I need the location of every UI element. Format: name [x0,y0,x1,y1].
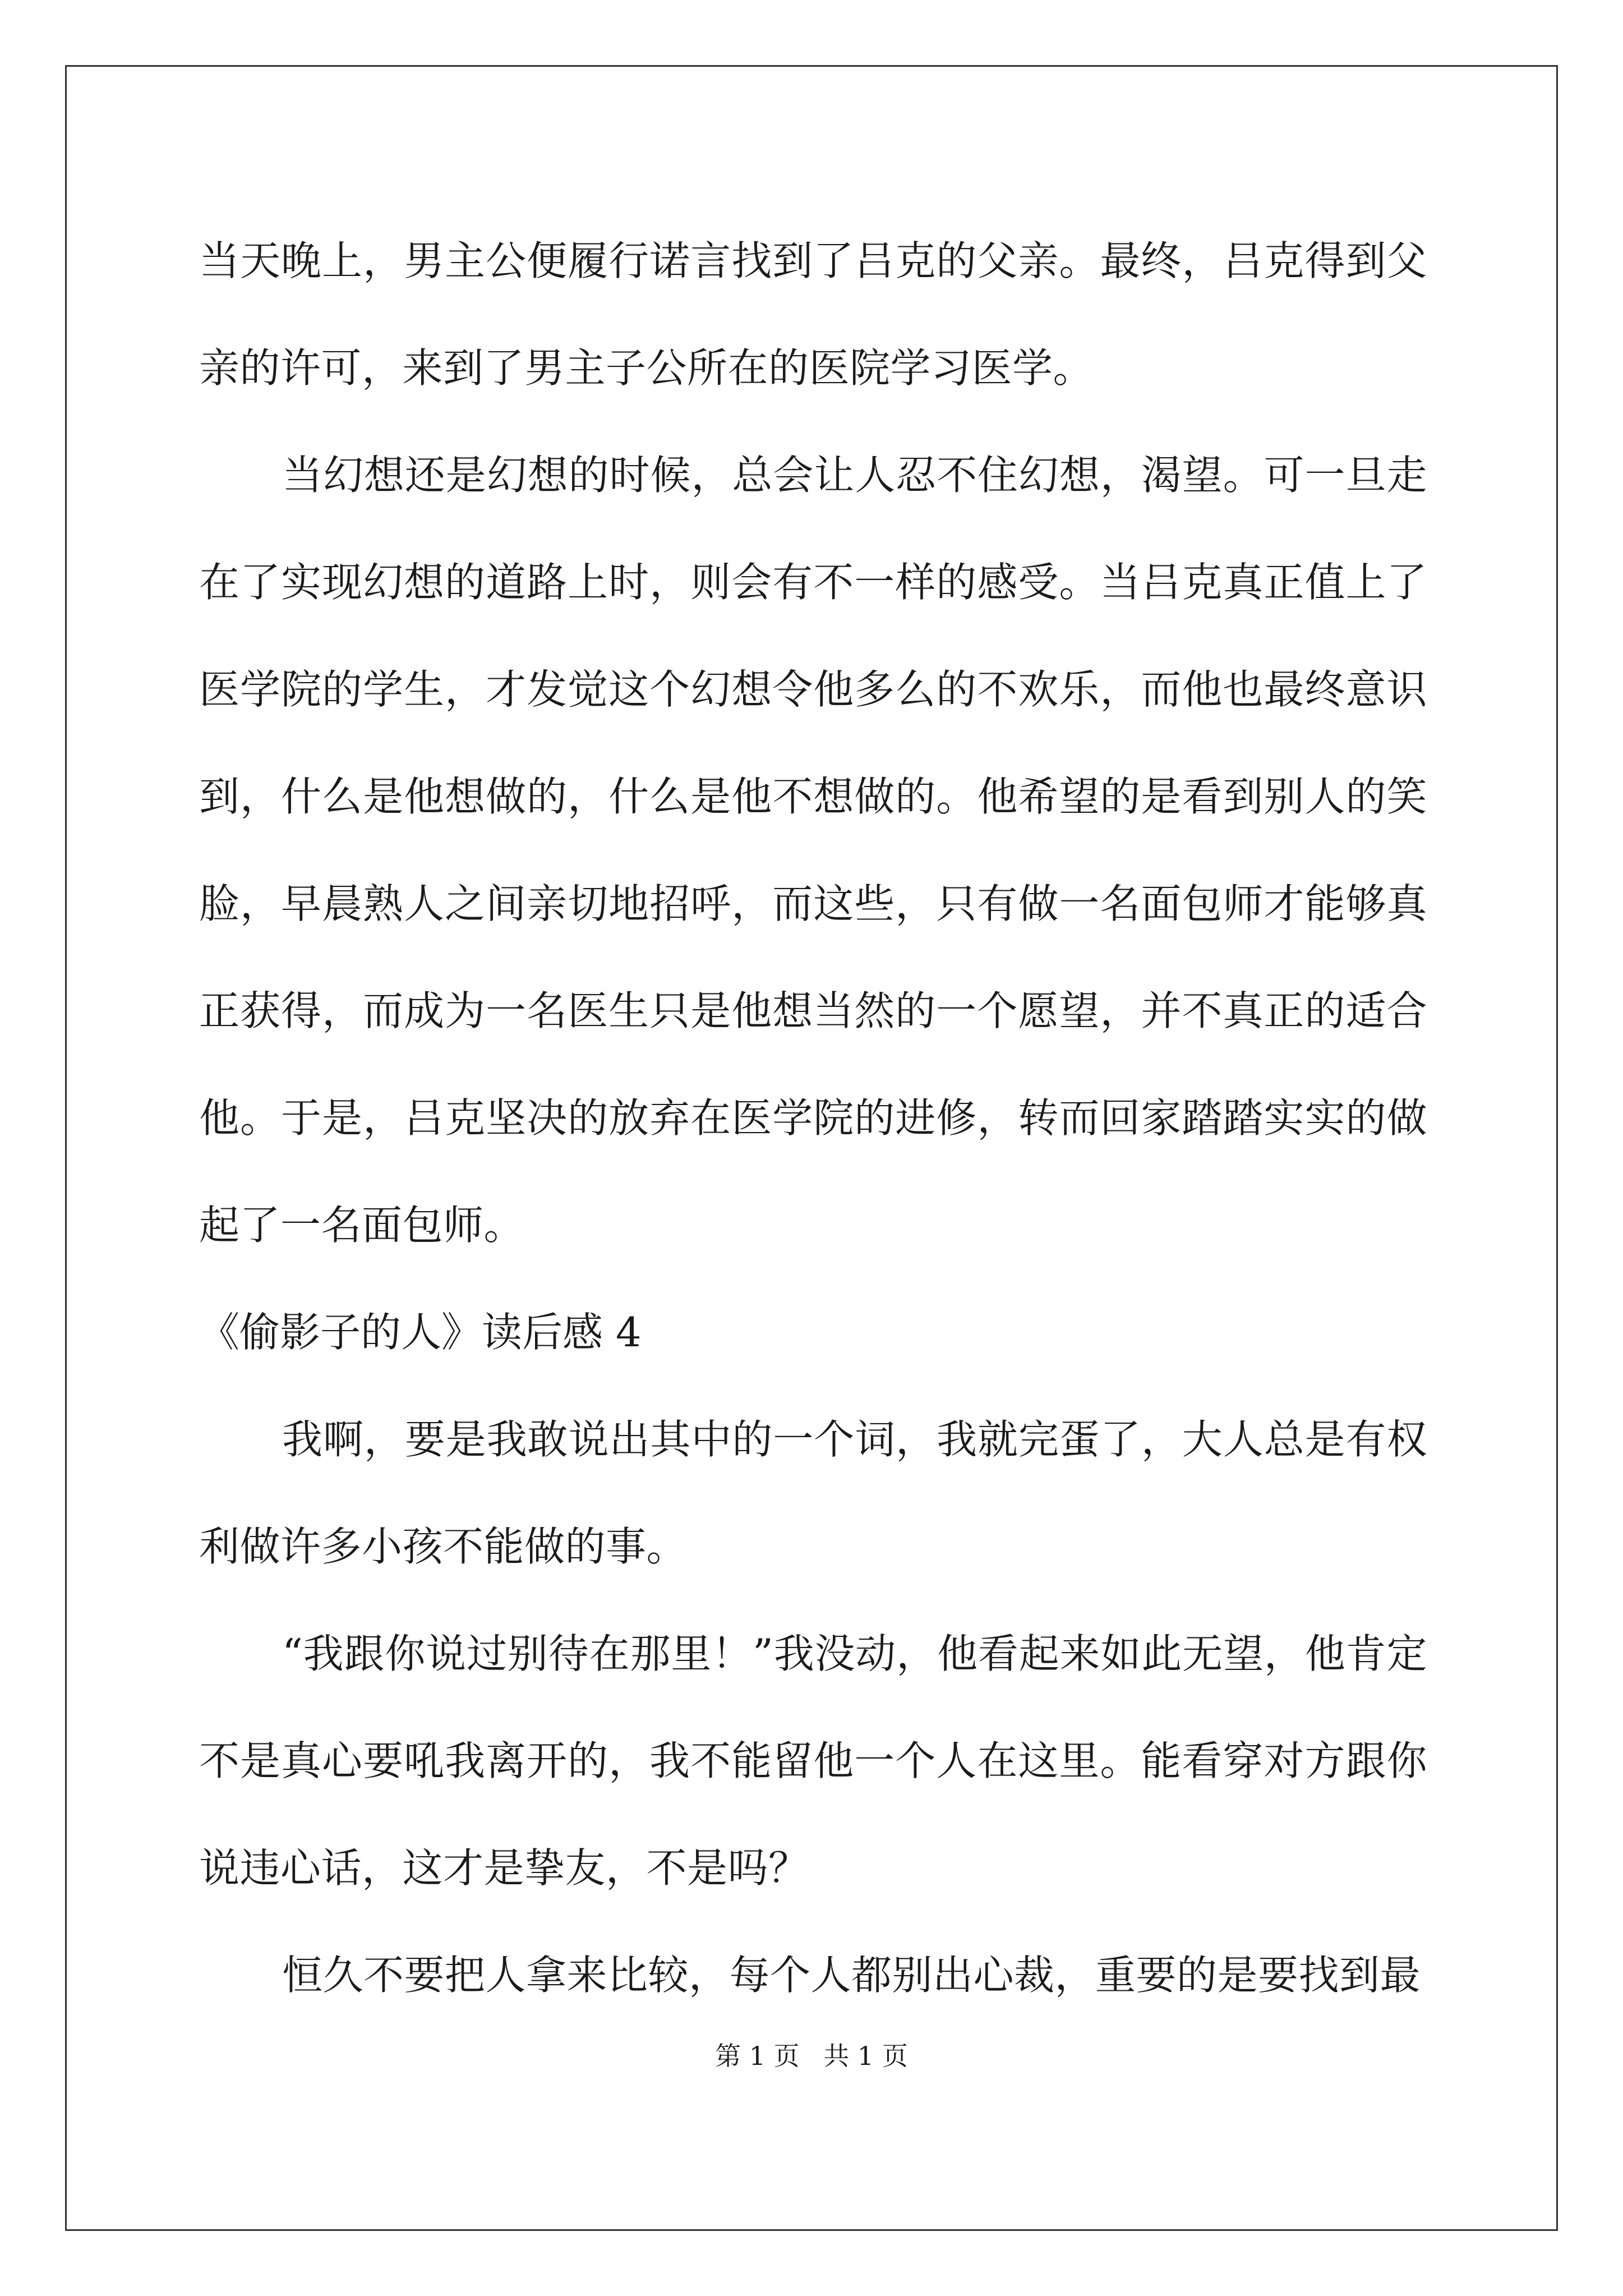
paragraph-5: 恒久不要把人拿来比较，每个人都别出心裁，重要的是要找到最 [282,1952,1421,1999]
page-number-current: 第 1 页 [715,2041,800,2071]
section-heading: 《偷影子的人》读后感 4 [199,1309,642,1356]
paragraph-3: 我啊，要是我敢说出其中的一个词，我就完蛋了，大人总是有权利做许多小孩不能做的事。 [199,1416,1427,1570]
document-body [199,208,1427,2029]
page-footer [0,2039,1623,2073]
page-number-total: 共 1 页 [823,2041,908,2071]
paragraph-4: “我跟你说过别待在那里！”我没动，他看起来如此无望，他肯定不是真心要吼我离开的，我不能留他一个人在这里。能看穿对方跟你说违心话，这才是挚友，不是吗？ [199,1630,1427,1892]
paragraph-2: 当幻想还是幻想的时候，总会让人忍不住幻想，渴望。可一旦走在了实现幻想的道路上时，则会有不一样的感受。当吕克真正值上了医学院的学生，才发觉这个幻想令他多么的不欢乐，而他也最终意识到，什么是他想做的，什么是他不想做的。他希望的是看到别人的笑脸，早晨熟人之间亲切地招呼，而这些，只有做一名面包师才能够真正获得，而成为一名医生只是他想当然的一个愿望，并不真正的适合他。于是，吕克坚决的放弃在医学院的进修，转而回家踏踏实实的做起了一名面包师。 [199,452,1427,1249]
paragraph-1: 当天晚上，男主公便履行诺言找到了吕克的父亲。最终，吕克得到父亲的许可，来到了男主子公所在的医院学习医学。 [199,237,1427,392]
